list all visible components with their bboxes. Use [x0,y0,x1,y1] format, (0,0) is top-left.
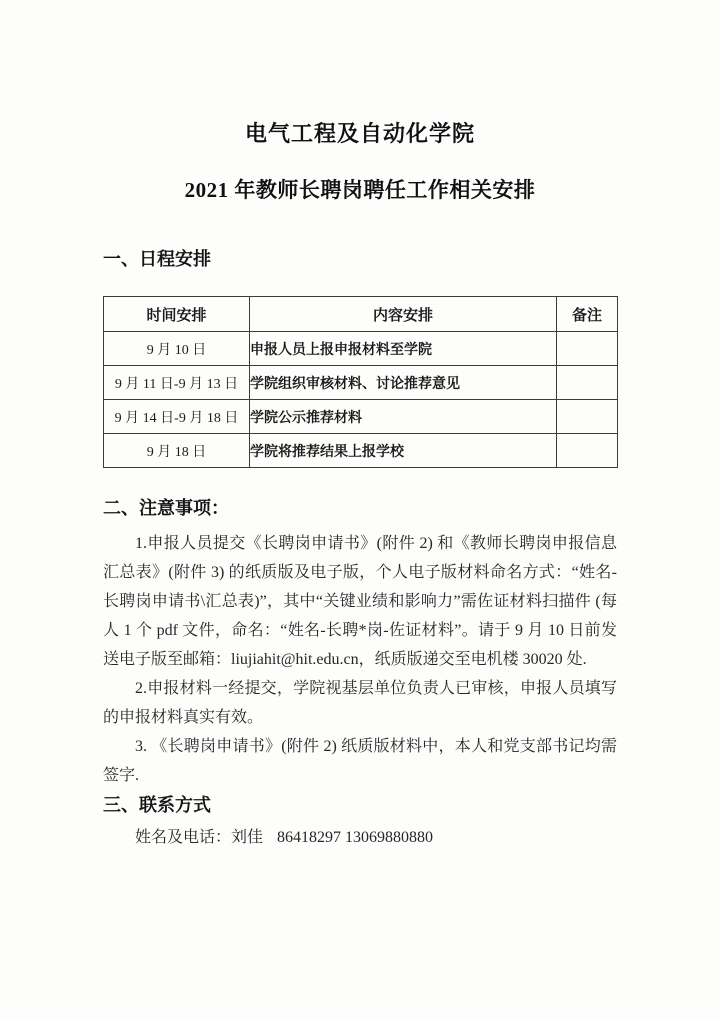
header-time: 时间安排 [104,297,250,332]
table-row [104,332,618,366]
contact-phones: 86418297 13069880880 [277,829,434,846]
content-cell: 学院公示推荐材料 [250,400,557,434]
doc-title: 电气工程及自动化学院 [244,121,475,146]
notes-paragraph-1: 1.申报人员提交《长聘岗申请书》(附件 2) 和《教师长聘岗申报信息汇总表》(附件 3) 的纸质版及电子版，个人电子版材料命名方式：“姓名-长聘岗申请书\汇总表)”，其中“关键业绩和影响力”需佐证材料扫描件 (每人 1 个 pdf 文件，命名：“姓名-长聘*岗-佐证材料”。请于 9 月 10 日前发送电子版至邮箱：liujiahit@hit.edu.cn，纸质版递交至电机楼 30020 处. [103,535,617,668]
content-cell: 学院将推荐结果上报学校 [250,434,557,468]
table-row [104,366,618,400]
contact-line [103,823,617,852]
note-cell [557,332,618,366]
time-cell: 9 月 11 日-9 月 13 日 [104,366,250,400]
table-header-row [104,297,618,332]
contact-label: 姓名及电话： [135,829,232,846]
time-cell: 9 月 18 日 [104,434,250,468]
section-heading-schedule: 一、日程安排 [103,249,211,269]
contact-name: 刘佳 [231,829,264,846]
content-cell: 学院组织审核材料、讨论推荐意见 [250,366,557,400]
header-content: 内容安排 [250,297,557,332]
schedule-table [103,296,618,468]
table-row [104,434,618,468]
note-cell [557,366,618,400]
notes-paragraph-2: 2.申报材料一经提交，学院视基层单位负责人已审核，申报人员填写的申报材料真实有效。 [103,680,617,726]
time-cell: 9 月 10 日 [104,332,250,366]
doc-subtitle: 2021 年教师长聘岗聘任工作相关安排 [184,178,536,202]
section-heading-contact: 三、联系方式 [103,795,211,815]
note-cell [557,400,618,434]
section-heading-notes: 二、注意事项： [103,498,229,518]
header-note: 备注 [557,297,618,332]
table-row [104,400,618,434]
note-cell [557,434,618,468]
notes-paragraph-3: 3. 《长聘岗申请书》(附件 2) 纸质版材料中，本人和党支部书记均需签字. [103,738,617,784]
time-cell: 9 月 14 日-9 月 18 日 [104,400,250,434]
content-cell: 申报人员上报申报材料至学院 [250,332,557,366]
